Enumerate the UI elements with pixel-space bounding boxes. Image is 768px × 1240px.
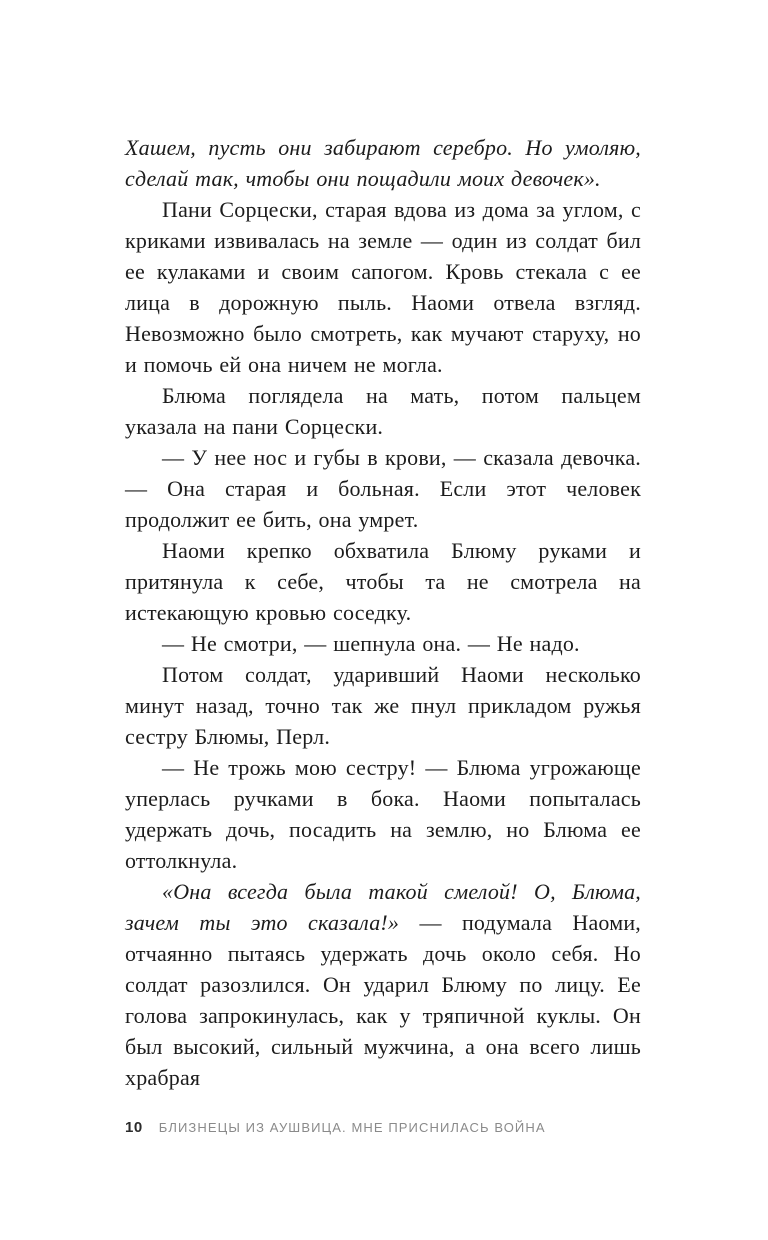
page-footer [125,1119,641,1136]
paragraph: Блюма поглядела на мать, потом пальцем указала на пани Сорцески. [125,383,641,439]
paragraph-mixed [125,876,641,1093]
page-number: 10 [125,1119,143,1136]
paragraph-italic-continuation: Хашем, пусть они забирают серебро. Но умоляю, сделай так, чтобы они пощадили моих девочек». [125,135,641,191]
paragraph: Потом солдат, ударивший Наоми несколько минут назад, точно так же пнул прикладом ружья сестру Блюмы, Перл. [125,662,641,749]
paragraph-dialogue: — У нее нос и губы в крови, — сказала девочка. — Она старая и больная. Если этот человек продолжит ее бить, она умрет. [125,445,641,532]
paragraph: Пани Сорцески, старая вдова из дома за углом, с криками извивалась на земле — один из солдат бил ее кулаками и своим сапогом. Кровь стекала с ее лица в дорожную пыль. Наоми отвела взгляд. Невозможно было смотреть, как мучают старуху, но и помочь ей она ничем не могла. [125,197,641,377]
paragraph-normal-text: — подумала Наоми, отчаянно пытаясь удержать дочь около себя. Но солдат разозлился. Он ударил Блюму по лицу. Ее голова запрокинулась, как у тряпичной куклы. Он был высокий, сильный мужчина, а она всего лишь храбрая [125,910,642,1090]
paragraph-dialogue: — Не смотри, — шепнула она. — Не надо. [162,631,580,656]
paragraph: Наоми крепко обхватила Блюму руками и притянула к себе, чтобы та не смотрела на истекающую кровью соседку. [125,538,641,625]
page-text-block [125,132,641,1093]
paragraph-dialogue: — Не трожь мою сестру! — Блюма угрожающе уперлась ручками в бока. Наоми попыталась удержать дочь, посадить на землю, но Блюма ее оттолкнула. [125,755,641,873]
running-title: БЛИЗНЕЦЫ ИЗ АУШВИЦА. МНЕ ПРИСНИЛАСЬ ВОЙНА [158,1120,546,1135]
inner-monologue-italic-text: «Она всегда была такой смелой! О, Блюма, зачем ты это сказала!» [125,879,641,935]
